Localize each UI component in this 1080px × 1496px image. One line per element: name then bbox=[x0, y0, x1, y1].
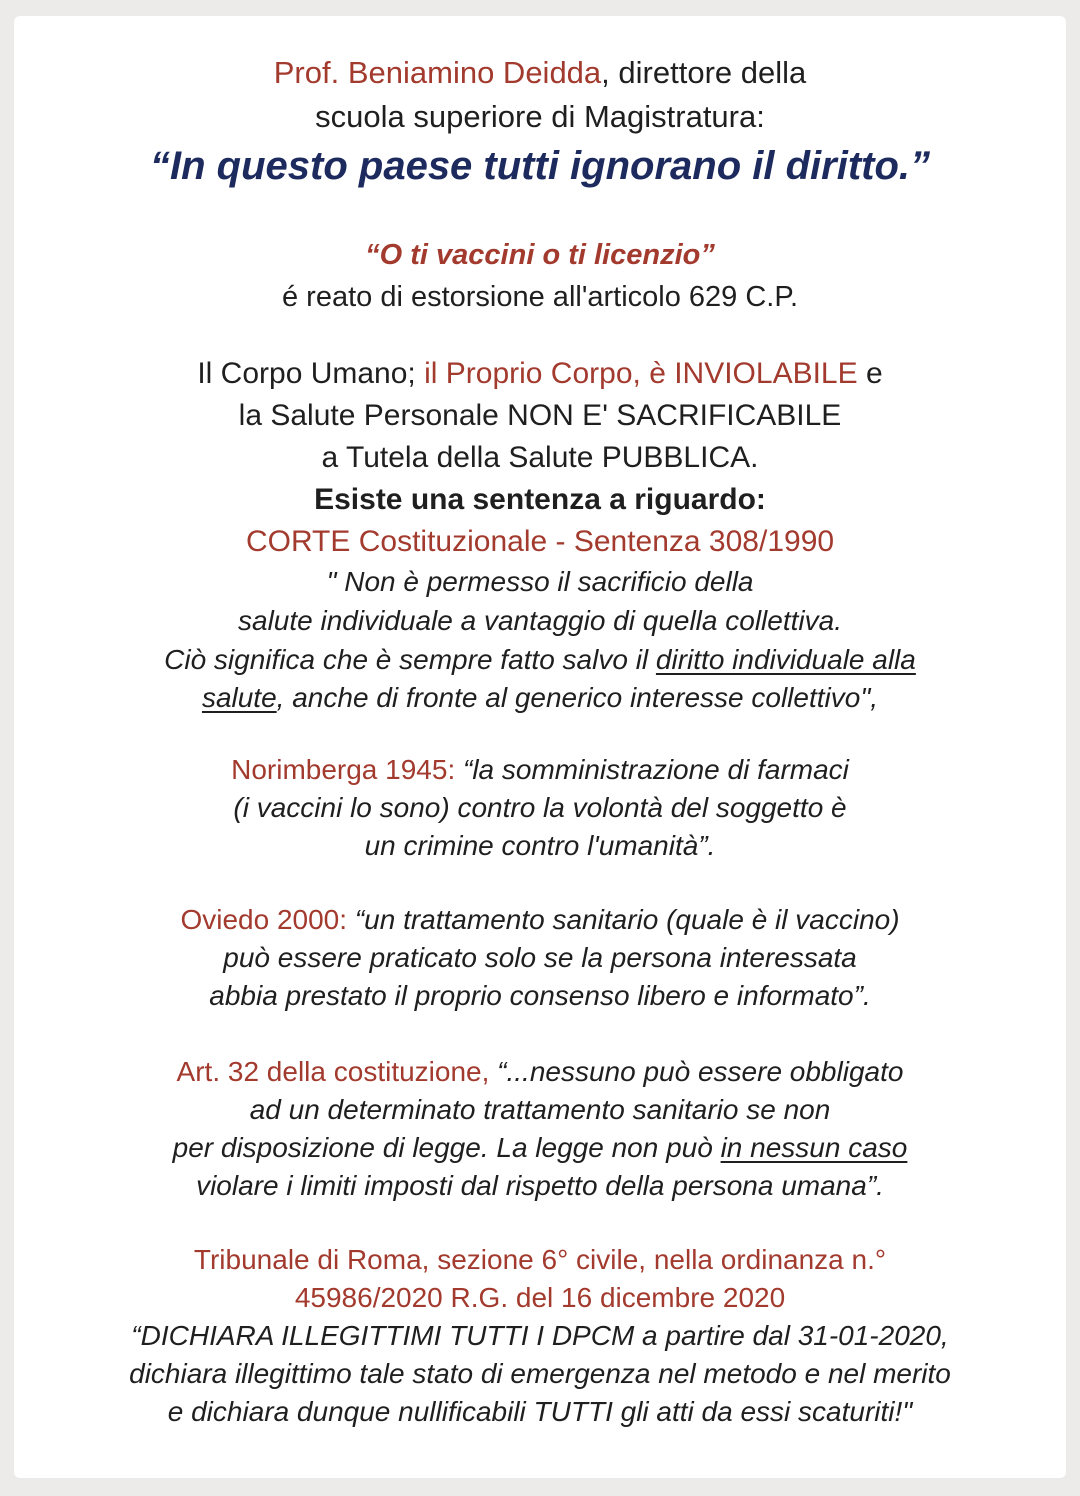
oviedo-label: Oviedo 2000: bbox=[180, 904, 348, 935]
corte-quote-4-b: , anche di fronte al generico interesse collettivo", bbox=[276, 682, 879, 713]
poster bbox=[14, 16, 1066, 1478]
headline: “In questo paese tutti ignorano il diritto.” bbox=[150, 144, 930, 188]
norimberga-label: Norimberga 1945: bbox=[231, 754, 456, 785]
art32-line-4: violare i limiti imposti dal rispetto della persona umana”. bbox=[196, 1170, 884, 1201]
art32-line-2: ad un determinato trattamento sanitario se non bbox=[249, 1094, 831, 1125]
body-line-1-c: e bbox=[857, 357, 883, 390]
header-line-1-rest: , direttore della bbox=[601, 55, 807, 90]
tribunale-line-4: dichiara illegittimo tale stato di emergenza nel metodo e nel merito bbox=[129, 1358, 951, 1389]
tribunale-line-3: “DICHIARA ILLEGITTIMI TUTTI I DPCM a partire dal 31-01-2020, bbox=[131, 1320, 949, 1351]
body-line-3: a Tutela della Salute PUBBLICA. bbox=[321, 441, 759, 474]
oviedo-line-3: abbia prestato il proprio consenso libero e informato”. bbox=[209, 980, 871, 1011]
corte-quote-4 bbox=[202, 680, 878, 716]
corte-quote-3-a: Ciò significa che è sempre fatto salvo il bbox=[164, 644, 656, 675]
tribunale-line-2: 45986/2020 R.G. del 16 dicembre 2020 bbox=[294, 1282, 786, 1313]
corte-quote-2: salute individuale a vantaggio di quella collettiva. bbox=[238, 605, 842, 636]
corte-quote-1: " Non è permesso il sacrificio della bbox=[326, 566, 754, 597]
header-line-2: scuola superiore di Magistratura: bbox=[315, 99, 765, 134]
body-line-1-b: il Proprio Corpo, è INVIOLABILE bbox=[424, 357, 858, 390]
oviedo-line-1 bbox=[180, 902, 899, 938]
art32-line-1 bbox=[177, 1054, 904, 1090]
corte-quote-4-underlined: salute bbox=[201, 682, 277, 713]
body-line-1 bbox=[197, 356, 882, 392]
norimberga-line-1-text: “la somministrazione di farmaci bbox=[455, 754, 849, 785]
tribunale-line-1: Tribunale di Roma, sezione 6° civile, nella ordinanza n.° bbox=[193, 1244, 887, 1275]
oviedo-line-1-text: “un trattamento sanitario (quale è il vaccino) bbox=[347, 904, 900, 935]
art32-line-3-underlined: in nessun caso bbox=[720, 1132, 908, 1163]
norimberga-line-1 bbox=[231, 752, 849, 788]
corte-line: CORTE Costituzionale - Sentenza 308/1990 bbox=[245, 525, 835, 558]
oviedo-line-2: può essere praticato solo se la persona interessata bbox=[223, 942, 857, 973]
extortion-quote: “O ti vaccini o ti licenzio” bbox=[365, 239, 715, 271]
art32-line-1-text: “...nessuno può essere obbligato bbox=[489, 1056, 904, 1087]
art32-label: Art. 32 della costituzione, bbox=[176, 1056, 490, 1087]
tribunale-line-5: e dichiara dunque nullificabili TUTTI gli atti da essi scaturiti!" bbox=[167, 1396, 913, 1427]
body-line-4: Esiste una sentenza a riguardo: bbox=[314, 483, 766, 516]
norimberga-line-3: un crimine contro l'umanità”. bbox=[364, 830, 716, 861]
art32-line-3 bbox=[173, 1130, 908, 1166]
corte-quote-3-underlined: diritto individuale alla bbox=[655, 644, 916, 675]
norimberga-line-2: (i vaccini lo sono) contro la volontà del soggetto è bbox=[233, 792, 847, 823]
corte-quote-3 bbox=[164, 642, 916, 678]
extortion-text: é reato di estorsione all'articolo 629 C.P. bbox=[281, 281, 799, 313]
body-line-2: la Salute Personale NON E' SACRIFICABILE bbox=[238, 399, 842, 432]
header-line-1 bbox=[274, 55, 806, 91]
body-line-1-a: Il Corpo Umano; bbox=[197, 357, 425, 390]
professor-name: Prof. Beniamino Deidda bbox=[273, 55, 602, 90]
art32-line-3-a: per disposizione di legge. La legge non può bbox=[172, 1132, 721, 1163]
